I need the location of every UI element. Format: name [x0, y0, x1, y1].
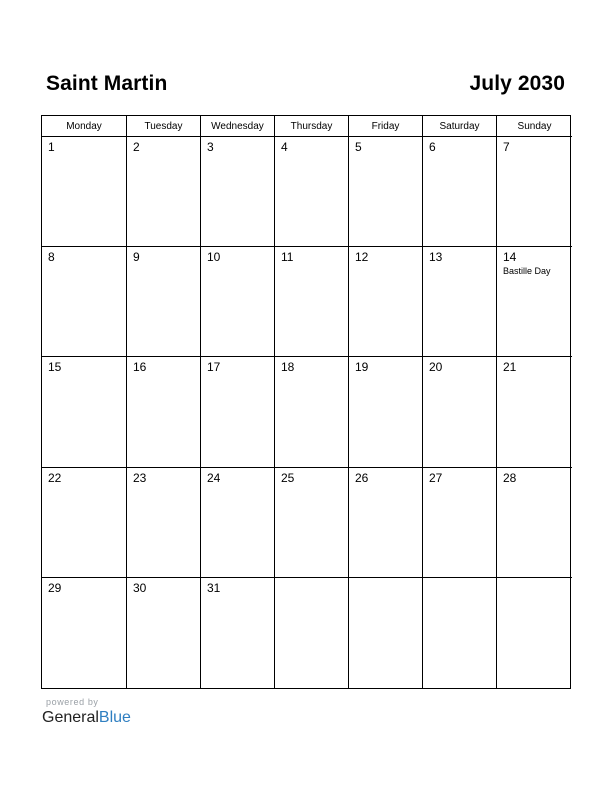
day-cell — [42, 357, 127, 467]
day-cell — [127, 247, 201, 357]
brand-blue-text: Blue — [98, 709, 131, 726]
generalblue-logo[interactable] — [42, 709, 131, 727]
day-cell — [497, 247, 572, 357]
month-year-title: July 2030 — [469, 72, 565, 95]
day-number: 31 — [207, 580, 221, 595]
day-number: 26 — [355, 470, 369, 485]
calendar-grid — [41, 115, 571, 689]
weekday-header-saturday: Saturday — [423, 116, 497, 137]
day-number: 7 — [503, 140, 510, 154]
day-number: 4 — [281, 140, 288, 154]
day-cell — [127, 137, 201, 247]
day-cell — [423, 357, 497, 467]
weekday-header-thursday: Thursday — [275, 116, 349, 137]
day-number: 16 — [133, 360, 147, 375]
day-cell — [42, 468, 127, 578]
day-number: 13 — [429, 250, 443, 265]
day-number: 20 — [429, 360, 443, 375]
day-number: 28 — [503, 470, 517, 485]
day-cell — [127, 578, 201, 688]
day-cell — [275, 137, 349, 247]
weekday-header-wednesday: Wednesday — [201, 116, 275, 137]
day-cell — [127, 357, 201, 467]
country-title: Saint Martin — [46, 72, 168, 95]
day-number: 21 — [503, 360, 517, 375]
brand-general-text: General — [42, 709, 99, 726]
day-cell — [201, 578, 275, 688]
day-cell — [349, 357, 423, 467]
day-cell — [497, 468, 572, 578]
day-cell — [201, 137, 275, 247]
day-cell — [201, 468, 275, 578]
day-cell — [275, 468, 349, 578]
day-cell — [423, 137, 497, 247]
day-cell — [127, 468, 201, 578]
day-number: 9 — [133, 250, 140, 265]
day-cell — [349, 468, 423, 578]
weekday-header-friday: Friday — [349, 116, 423, 137]
day-cell — [201, 247, 275, 357]
day-number: 19 — [355, 360, 369, 375]
holiday-label: Bastille Day — [503, 266, 551, 277]
day-cell — [275, 357, 349, 467]
day-number: 22 — [48, 470, 62, 485]
day-number: 17 — [207, 360, 221, 375]
day-number: 3 — [207, 140, 214, 154]
day-number: 8 — [48, 250, 55, 265]
day-number: 30 — [133, 580, 147, 595]
day-cell — [275, 247, 349, 357]
day-number: 18 — [281, 360, 295, 375]
day-cell — [42, 578, 127, 688]
day-number: 10 — [207, 250, 221, 265]
day-cell — [349, 247, 423, 357]
day-cell — [423, 468, 497, 578]
day-cell — [497, 137, 572, 247]
day-number: 6 — [429, 140, 436, 154]
day-cell — [497, 357, 572, 467]
day-cell — [42, 247, 127, 357]
weekday-header-sunday: Sunday — [497, 116, 572, 137]
day-cell — [42, 137, 127, 247]
day-number: 24 — [207, 470, 221, 485]
day-cell — [423, 578, 497, 688]
day-cell — [423, 247, 497, 357]
day-number: 2 — [133, 140, 140, 154]
day-number: 12 — [355, 250, 369, 265]
day-cell — [349, 578, 423, 688]
day-cell — [275, 578, 349, 688]
day-number: 27 — [429, 470, 443, 485]
day-cell — [497, 578, 572, 688]
day-number: 1 — [48, 140, 55, 154]
day-cell — [201, 357, 275, 467]
weekday-header-tuesday: Tuesday — [127, 116, 201, 137]
day-number: 23 — [133, 470, 147, 485]
weekday-header-monday: Monday — [42, 116, 127, 137]
day-number: 15 — [48, 360, 62, 375]
day-cell — [349, 137, 423, 247]
day-number: 5 — [355, 140, 362, 154]
powered-by-label: powered by — [46, 697, 99, 707]
day-number: 29 — [48, 580, 62, 595]
day-number: 11 — [281, 250, 294, 265]
day-number: 14 — [503, 250, 517, 265]
day-number: 25 — [281, 470, 295, 485]
